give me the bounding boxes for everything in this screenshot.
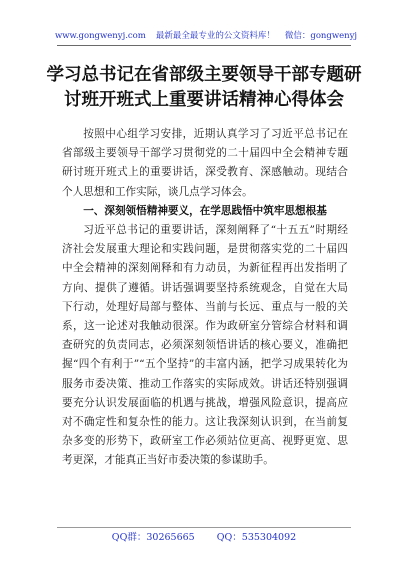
intro-paragraph: 按照中心组学习安排，近期认真学习了习近平总书记在省部级主要领导干部学习贯彻党的二十届四中全会精神专题研讨班开班式上的重要讲话，深受教育、深感触动。现结合个人思想和工作实际，谈几点学习体会。	[62, 128, 348, 198]
title-line-2: 讨班开班式上重要讲话精神心得体会	[64, 90, 344, 110]
header-slogan: 最新最全最专业的公文资料库！	[155, 31, 275, 41]
document-title	[40, 63, 368, 113]
section-heading-1: 一、深刻领悟精神要义，在学思践悟中筑牢思想根基	[83, 204, 327, 217]
footer-divider	[57, 527, 351, 528]
document-body	[62, 125, 348, 471]
header-divider	[57, 45, 351, 46]
site-link[interactable]: www.gongwenyj.com	[55, 31, 146, 41]
qq-group: QQ群：30265665	[111, 532, 195, 543]
qq-contact: QQ：535304092	[216, 532, 297, 543]
section-1-paragraph: 习近平总书记的重要讲话，深刻阐释了“十五五”时期经济社会发展重大理论和实践问题，是贯彻落实党的二十届四中全会精神的深刻阐释和有力动员，为新征程再出发指明了方向、提供了遵循。讲话强调要坚持系统观念，自觉在大局下行动，处理好局部与整体、当前与长远、重点与一般的关系，这一论述对我触动很深。作为政研室分管综合材料和调查研究的负责同志，必须深刻领悟讲话的核心要义，准确把握“四个有利于”“五个坚持”的丰富内涵，把学习成果转化为服务市委决策、推动工作落实的实际成效。讲话还特别强调要充分认识发展面临的机遇与挑战，增强风险意识，提高应对不确定性和复杂性的能力。这让我深刻认识到，在当前复杂多变的形势下，政研室工作必须站位更高、视野更宽、思考更深，才能真正当好市委决策的参谋助手。	[62, 224, 348, 467]
page-header	[55, 29, 358, 43]
title-line-1: 学习总书记在省部级主要领导干部专题研	[46, 65, 362, 85]
header-wechat: 微信：gongwenyj	[284, 31, 358, 41]
page-footer	[60, 531, 348, 545]
